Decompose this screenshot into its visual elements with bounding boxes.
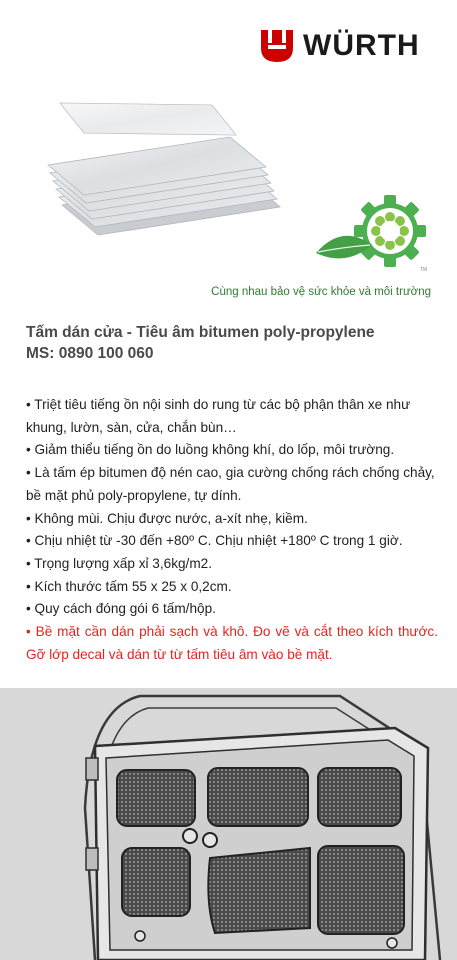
feature-item: • Giảm thiểu tiếng ồn do luồng không khí, do lốp, môi trường. (26, 442, 395, 458)
wurth-logo (259, 27, 420, 65)
feature-item: • Không mùi. Chịu được nước, a-xít nhẹ, kiềm. (26, 510, 308, 526)
product-sheets-image (40, 95, 290, 240)
wurth-logo-mark-icon (259, 28, 295, 64)
car-door-drawing (0, 688, 457, 960)
feature-item: • Chịu nhiệt từ -30 đến +80º C. Chịu nhiệt +180º C trong 1 giờ. (26, 533, 403, 549)
feature-item: • Là tấm ép bitumen độ nén cao, gia cường chống rách chống chảy, bề mặt phủ poly-propylene, tự dính. (26, 465, 435, 503)
feature-item: • Kích thước tấm 55 x 25 x 0,2cm. (26, 578, 232, 594)
door-illustration (0, 688, 457, 960)
feature-item: • Triệt tiêu tiếng ồn nội sinh do rung từ các bộ phận thân xe như khung, lườn, sàn, cửa, chắn bùn… (26, 397, 411, 435)
brand-name: WÜRTH (303, 29, 420, 62)
feature-item: • Quy cách đóng gói 6 tấm/hộp. (26, 601, 216, 617)
eco-slogan: Cùng nhau bảo vệ sức khỏe và môi trường (211, 286, 431, 298)
product-code: MS: 0890 100 060 (26, 345, 154, 362)
feature-item: • Trọng lượng xấp xỉ 3,6kg/m2. (26, 555, 212, 571)
eco-tm-mark: TM (420, 267, 428, 273)
eco-gear-leaf-icon (312, 193, 442, 283)
warning-note: • Bề mặt cần dán phải sạch và khô. Đo vẽ và cắt theo kích thước. Gỡ lớp decal và dán từ từ tấm tiêu âm vào bề mặt. (26, 624, 438, 662)
feature-list (26, 394, 438, 666)
product-heading (26, 322, 375, 364)
product-title: Tấm dán cửa - Tiêu âm bitumen poly-propylene (26, 324, 375, 341)
